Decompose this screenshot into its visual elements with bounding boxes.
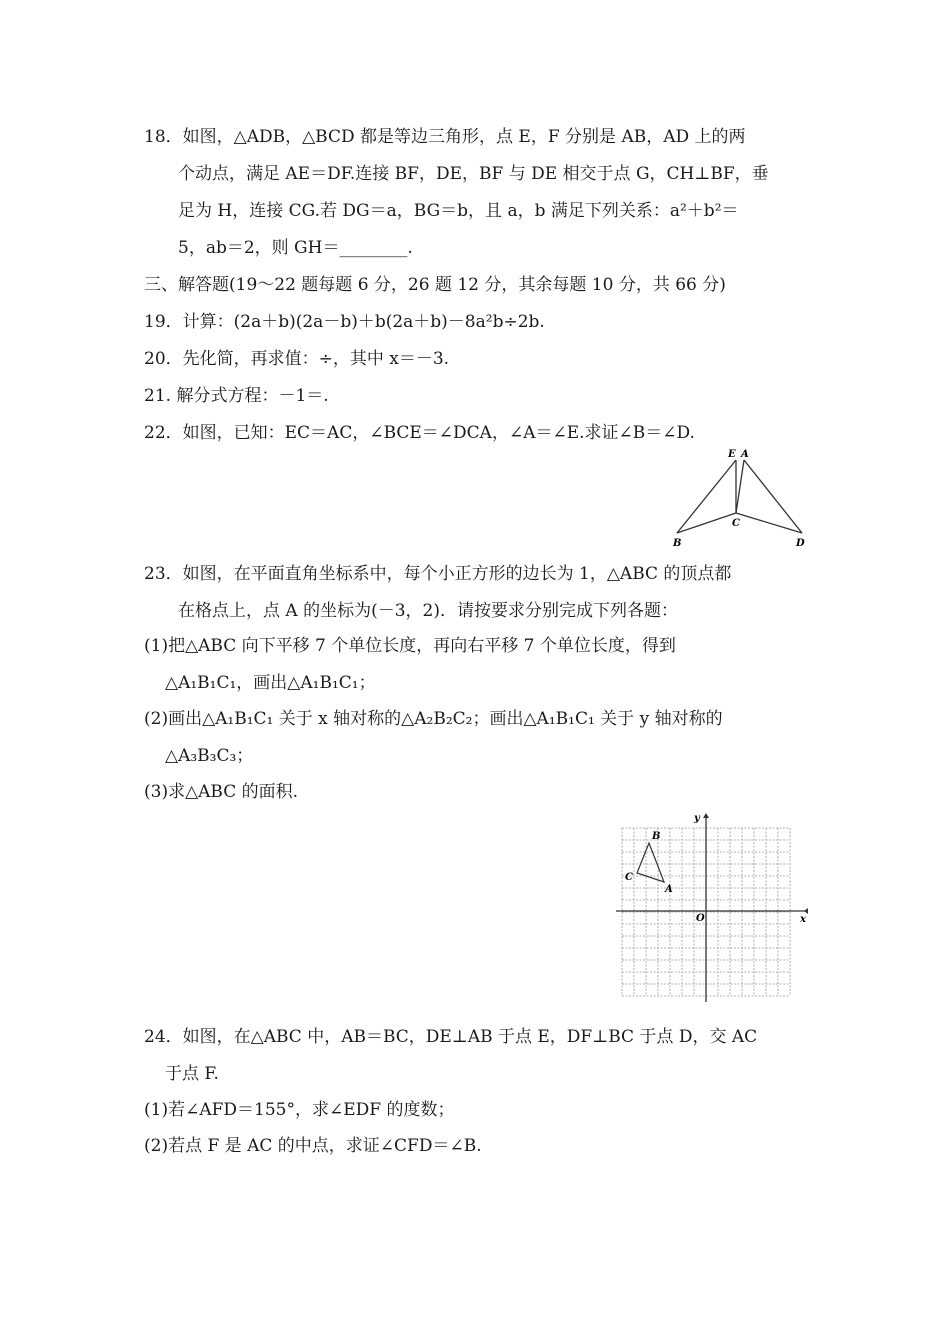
- q18-line-2: 个动点，满足 AE＝DF.连接 BF，DE，BF 与 DE 相交于点 G，CH⊥BF，垂: [178, 164, 769, 184]
- y-arrow-icon: [703, 813, 709, 818]
- segment-ad: [744, 460, 802, 533]
- label-c: C: [732, 518, 740, 529]
- segment-ca: [736, 460, 744, 513]
- q22: 22．如图，已知：EC＝AC，∠BCE＝∠DCA，∠A＝∠E.求证∠B＝∠D.: [144, 423, 695, 443]
- segment-cd: [736, 513, 802, 533]
- label-d: D: [796, 538, 805, 549]
- q23-part-1a: (1)把△ABC 向下平移 7 个单位长度，再向右平移 7 个单位长度，得到: [144, 636, 676, 656]
- q18-line-4: 5，ab＝2，则 GH＝________.: [178, 238, 413, 258]
- q21: 21. 解分式方程：－1＝.: [144, 386, 329, 406]
- q24-line-2: 于点 F.: [165, 1064, 219, 1084]
- y-axis-label: y: [694, 813, 700, 824]
- q20: 20．先化简，再求值：÷，其中 x＝－3.: [144, 349, 450, 369]
- section-3-heading: 三、解答题(19～22 题每题 6 分，26 题 12 分，其余每题 10 分，共 66 分): [144, 275, 726, 295]
- q24-line-1: 24．如图，在△ABC 中，AB＝BC，DE⊥AB 于点 E，DF⊥BC 于点 D，交 AC: [144, 1027, 758, 1047]
- label-b: B: [673, 538, 682, 549]
- label-e: E: [728, 449, 736, 460]
- q23-line-2: 在格点上，点 A 的坐标为(－3，2)．请按要求分别完成下列各题：: [178, 601, 678, 621]
- q18-line-3: 足为 H，连接 CG.若 DG＝a，BG＝b，且 a，b 满足下列关系：a²＋b²＝: [178, 201, 739, 221]
- q19: 19．计算：(2a＋b)(2a－b)＋b(2a＋b)－8a²b÷2b.: [144, 312, 545, 332]
- q24-part-1: (1)若∠AFD＝155°，求∠EDF 的度数；: [144, 1100, 455, 1120]
- q23-part-3: (3)求△ABC 的面积.: [144, 782, 299, 802]
- label-a: A: [741, 449, 749, 460]
- point-a-label: A: [665, 884, 673, 895]
- segment-be: [677, 460, 736, 533]
- q22-figure: [665, 445, 815, 553]
- q23-part-2a: (2)画出△A₁B₁C₁ 关于 x 轴对称的△A₂B₂C₂；画出△A₁B₁C₁ 关于 y 轴对称的: [144, 709, 723, 729]
- q18-line-1: 18．如图，△ADB，△BCD 都是等边三角形，点 E，F 分别是 AB，AD 上的两: [144, 127, 746, 147]
- q24-part-2: (2)若点 F 是 AC 的中点，求证∠CFD＝∠B.: [144, 1136, 482, 1156]
- point-c-label: C: [625, 872, 633, 883]
- point-b-label: B: [652, 831, 661, 842]
- q23-part-1b: △A₁B₁C₁，画出△A₁B₁C₁；: [165, 673, 376, 693]
- q23-grid-figure: [612, 810, 812, 1005]
- q23-line-1: 23．如图，在平面直角坐标系中，每个小正方形的边长为 1，△ABC 的顶点都: [144, 564, 732, 584]
- x-axis-label: x: [800, 914, 806, 925]
- origin-label: O: [696, 913, 705, 924]
- q23-part-2b: △A₃B₃C₃；: [165, 746, 254, 766]
